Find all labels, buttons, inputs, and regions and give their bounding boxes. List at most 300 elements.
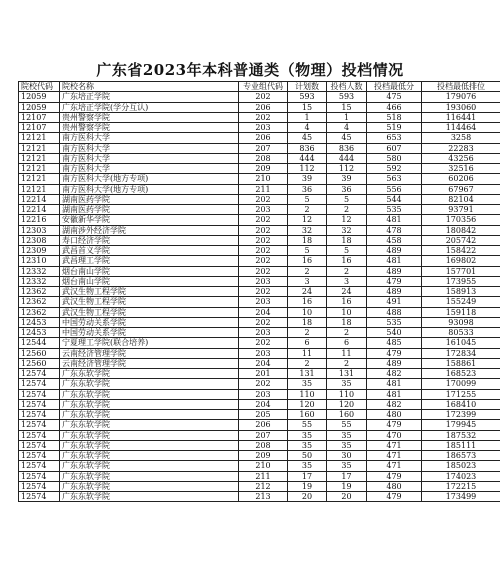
table-row [19, 102, 500, 112]
cell-admitted-count: 1 [327, 112, 367, 122]
header-group-code: 专业组代码 [239, 82, 288, 92]
cell-plan-count: 11 [288, 348, 327, 358]
cell-admitted-count: 4 [327, 123, 367, 133]
table-row [19, 235, 500, 245]
table-row [19, 338, 500, 348]
cell-school-name: 武昌理工学院 [60, 256, 239, 266]
cell-school-code: 12574 [19, 420, 60, 430]
page-title: 广东省2023年本科普通类（物理）投档情况 [96, 61, 404, 79]
cell-min-rank: 158422 [422, 246, 500, 256]
cell-min-score: 481 [367, 389, 422, 399]
cell-school-name: 南方医科大学 [60, 164, 239, 174]
cell-min-rank: 157701 [422, 266, 500, 276]
cell-min-score: 563 [367, 174, 422, 184]
cell-school-code: 12214 [19, 194, 60, 204]
cell-min-score: 458 [367, 235, 422, 245]
cell-min-score: 489 [367, 266, 422, 276]
cell-min-rank: 60206 [422, 174, 500, 184]
table-row [19, 297, 500, 307]
table-row [19, 215, 500, 225]
cell-school-code: 12560 [19, 348, 60, 358]
table-row [19, 451, 500, 461]
cell-group-code: 202 [239, 379, 288, 389]
cell-group-code: 205 [239, 410, 288, 420]
table-row [19, 379, 500, 389]
cell-admitted-count: 593 [327, 92, 367, 102]
cell-admitted-count: 35 [327, 440, 367, 450]
cell-school-code: 12560 [19, 358, 60, 368]
cell-school-code: 12544 [19, 338, 60, 348]
table-row [19, 328, 500, 338]
cell-min-rank: 174023 [422, 471, 500, 481]
cell-min-score: 471 [367, 440, 422, 450]
cell-min-score: 480 [367, 481, 422, 491]
cell-school-name: 广东培正学院(学分互认) [60, 102, 239, 112]
cell-group-code: 202 [239, 215, 288, 225]
cell-school-name: 武汉生物工程学院 [60, 297, 239, 307]
cell-admitted-count: 12 [327, 215, 367, 225]
cell-group-code: 212 [239, 481, 288, 491]
cell-min-rank: 193060 [422, 102, 500, 112]
cell-admitted-count: 110 [327, 389, 367, 399]
cell-plan-count: 39 [288, 174, 327, 184]
cell-school-code: 12574 [19, 451, 60, 461]
table-row [19, 246, 500, 256]
cell-school-code: 12332 [19, 276, 60, 286]
cell-school-code: 12574 [19, 492, 60, 502]
cell-school-code: 12574 [19, 430, 60, 440]
cell-min-score: 519 [367, 123, 422, 133]
cell-school-code: 12574 [19, 471, 60, 481]
cell-school-name: 广东东软学院 [60, 410, 239, 420]
cell-group-code: 207 [239, 143, 288, 153]
cell-school-name: 武汉生物工程学院 [60, 287, 239, 297]
cell-min-rank: 82104 [422, 194, 500, 204]
table-row [19, 369, 500, 379]
table-row [19, 184, 500, 194]
cell-min-score: 481 [367, 379, 422, 389]
cell-admitted-count: 2 [327, 205, 367, 215]
cell-group-code: 202 [239, 266, 288, 276]
cell-school-code: 12574 [19, 440, 60, 450]
cell-group-code: 210 [239, 461, 288, 471]
cell-min-rank: 179076 [422, 92, 500, 102]
cell-plan-count: 3 [288, 276, 327, 286]
cell-min-rank: 158861 [422, 358, 500, 368]
cell-group-code: 203 [239, 389, 288, 399]
cell-school-name: 广东东软学院 [60, 369, 239, 379]
table-row [19, 420, 500, 430]
cell-admitted-count: 2 [327, 358, 367, 368]
cell-school-code: 12121 [19, 153, 60, 163]
cell-admitted-count: 131 [327, 369, 367, 379]
cell-group-code: 211 [239, 184, 288, 194]
cell-school-name: 烟台南山学院 [60, 276, 239, 286]
cell-school-code: 12453 [19, 317, 60, 327]
cell-group-code: 202 [239, 338, 288, 348]
cell-school-name: 南方医科大学 [60, 133, 239, 143]
cell-min-score: 491 [367, 297, 422, 307]
header-admitted-count: 投档人数 [327, 82, 367, 92]
cell-school-code: 12121 [19, 184, 60, 194]
cell-school-name: 湖南医药学院 [60, 194, 239, 204]
cell-min-score: 481 [367, 256, 422, 266]
cell-school-code: 12574 [19, 389, 60, 399]
cell-school-code: 12059 [19, 92, 60, 102]
cell-plan-count: 32 [288, 225, 327, 235]
cell-plan-count: 35 [288, 440, 327, 450]
cell-plan-count: 50 [288, 451, 327, 461]
table-row [19, 317, 500, 327]
cell-plan-count: 10 [288, 307, 327, 317]
table-body [19, 92, 500, 502]
cell-min-score: 480 [367, 410, 422, 420]
cell-min-score: 592 [367, 164, 422, 174]
cell-admitted-count: 36 [327, 184, 367, 194]
cell-group-code: 207 [239, 430, 288, 440]
cell-plan-count: 18 [288, 317, 327, 327]
cell-plan-count: 24 [288, 287, 327, 297]
cell-admitted-count: 19 [327, 481, 367, 491]
cell-plan-count: 16 [288, 256, 327, 266]
cell-group-code: 209 [239, 451, 288, 461]
admission-table [18, 81, 500, 502]
cell-admitted-count: 39 [327, 174, 367, 184]
header-school-name: 院校名称 [60, 82, 239, 92]
cell-plan-count: 131 [288, 369, 327, 379]
cell-school-name: 广东东软学院 [60, 440, 239, 450]
header-min-rank: 投档最低排位 [422, 82, 500, 92]
cell-school-name: 南方医科大学(地方专项) [60, 184, 239, 194]
cell-group-code: 208 [239, 153, 288, 163]
cell-school-code: 12059 [19, 102, 60, 112]
table-row [19, 92, 500, 102]
cell-min-rank: 185023 [422, 461, 500, 471]
cell-school-code: 12309 [19, 246, 60, 256]
cell-admitted-count: 15 [327, 102, 367, 112]
cell-admitted-count: 10 [327, 307, 367, 317]
cell-plan-count: 6 [288, 338, 327, 348]
cell-admitted-count: 2 [327, 266, 367, 276]
cell-plan-count: 45 [288, 133, 327, 143]
table-row [19, 276, 500, 286]
cell-admitted-count: 6 [327, 338, 367, 348]
cell-admitted-count: 16 [327, 256, 367, 266]
cell-group-code: 203 [239, 276, 288, 286]
cell-plan-count: 2 [288, 205, 327, 215]
table-row [19, 358, 500, 368]
cell-min-rank: 67967 [422, 184, 500, 194]
cell-min-rank: 114464 [422, 123, 500, 133]
cell-min-rank: 43256 [422, 153, 500, 163]
cell-min-rank: 168523 [422, 369, 500, 379]
cell-admitted-count: 11 [327, 348, 367, 358]
cell-min-rank: 171255 [422, 389, 500, 399]
cell-school-name: 贵州警察学院 [60, 112, 239, 122]
cell-min-score: 479 [367, 276, 422, 286]
cell-min-rank: 3258 [422, 133, 500, 143]
cell-school-code: 12216 [19, 215, 60, 225]
cell-group-code: 202 [239, 225, 288, 235]
header-plan-count: 计划数 [288, 82, 327, 92]
cell-school-code: 12574 [19, 399, 60, 409]
cell-min-score: 470 [367, 430, 422, 440]
table-row [19, 348, 500, 358]
cell-min-rank: 172399 [422, 410, 500, 420]
cell-min-rank: 172834 [422, 348, 500, 358]
cell-min-score: 653 [367, 133, 422, 143]
cell-plan-count: 1 [288, 112, 327, 122]
cell-plan-count: 12 [288, 215, 327, 225]
cell-min-rank: 173955 [422, 276, 500, 286]
cell-school-code: 12574 [19, 379, 60, 389]
cell-min-rank: 159118 [422, 307, 500, 317]
cell-group-code: 206 [239, 102, 288, 112]
cell-plan-count: 19 [288, 481, 327, 491]
table-row [19, 143, 500, 153]
table-row [19, 307, 500, 317]
cell-min-score: 518 [367, 112, 422, 122]
cell-plan-count: 110 [288, 389, 327, 399]
cell-school-code: 12107 [19, 112, 60, 122]
cell-min-rank: 180842 [422, 225, 500, 235]
cell-school-name: 中国劳动关系学院 [60, 328, 239, 338]
cell-min-rank: 170099 [422, 379, 500, 389]
cell-group-code: 202 [239, 246, 288, 256]
cell-min-score: 556 [367, 184, 422, 194]
cell-school-name: 中国劳动关系学院 [60, 317, 239, 327]
cell-plan-count: 16 [288, 297, 327, 307]
cell-min-rank: 179945 [422, 420, 500, 430]
cell-admitted-count: 24 [327, 287, 367, 297]
cell-min-score: 489 [367, 287, 422, 297]
cell-min-rank: 93791 [422, 205, 500, 215]
table-row [19, 287, 500, 297]
cell-plan-count: 35 [288, 430, 327, 440]
cell-min-rank: 170356 [422, 215, 500, 225]
cell-min-rank: 32516 [422, 164, 500, 174]
cell-min-score: 479 [367, 492, 422, 502]
cell-min-rank: 205742 [422, 235, 500, 245]
cell-min-rank: 168410 [422, 399, 500, 409]
cell-school-name: 南方医科大学 [60, 153, 239, 163]
cell-school-code: 12107 [19, 123, 60, 133]
table-row [19, 399, 500, 409]
cell-admitted-count: 5 [327, 246, 367, 256]
table-row [19, 430, 500, 440]
cell-plan-count: 35 [288, 379, 327, 389]
cell-admitted-count: 120 [327, 399, 367, 409]
table-row [19, 410, 500, 420]
table-row [19, 471, 500, 481]
cell-school-name: 南方医科大学 [60, 143, 239, 153]
cell-plan-count: 4 [288, 123, 327, 133]
cell-school-code: 12303 [19, 225, 60, 235]
cell-min-score: 471 [367, 451, 422, 461]
cell-min-rank: 185111 [422, 440, 500, 450]
cell-min-score: 580 [367, 153, 422, 163]
cell-group-code: 210 [239, 174, 288, 184]
table-row [19, 194, 500, 204]
cell-min-score: 466 [367, 102, 422, 112]
table-row [19, 256, 500, 266]
cell-school-name: 广东东软学院 [60, 461, 239, 471]
cell-min-score: 475 [367, 92, 422, 102]
cell-min-rank: 22283 [422, 143, 500, 153]
cell-min-score: 482 [367, 399, 422, 409]
cell-school-code: 12310 [19, 256, 60, 266]
cell-plan-count: 35 [288, 461, 327, 471]
cell-plan-count: 55 [288, 420, 327, 430]
cell-group-code: 202 [239, 235, 288, 245]
cell-min-score: 471 [367, 461, 422, 471]
cell-group-code: 204 [239, 358, 288, 368]
cell-school-code: 12453 [19, 328, 60, 338]
cell-school-name: 广东东软学院 [60, 399, 239, 409]
cell-admitted-count: 45 [327, 133, 367, 143]
cell-group-code: 209 [239, 164, 288, 174]
cell-admitted-count: 18 [327, 235, 367, 245]
cell-school-name: 广东东软学院 [60, 481, 239, 491]
cell-min-rank: 172215 [422, 481, 500, 491]
cell-plan-count: 593 [288, 92, 327, 102]
cell-min-rank: 169802 [422, 256, 500, 266]
cell-group-code: 208 [239, 440, 288, 450]
cell-school-code: 12308 [19, 235, 60, 245]
header-min-score: 投档最低分 [367, 82, 422, 92]
cell-admitted-count: 35 [327, 430, 367, 440]
cell-school-name: 南方医科大学(地方专项) [60, 174, 239, 184]
cell-admitted-count: 112 [327, 164, 367, 174]
cell-min-rank: 80533 [422, 328, 500, 338]
cell-school-name: 广东东软学院 [60, 420, 239, 430]
cell-min-score: 481 [367, 215, 422, 225]
cell-school-name: 广东东软学院 [60, 451, 239, 461]
cell-plan-count: 15 [288, 102, 327, 112]
cell-school-name: 广东东软学院 [60, 471, 239, 481]
cell-school-code: 12121 [19, 133, 60, 143]
table-row [19, 492, 500, 502]
cell-admitted-count: 444 [327, 153, 367, 163]
cell-plan-count: 5 [288, 246, 327, 256]
header-school-code: 院校代码 [19, 82, 60, 92]
cell-min-score: 478 [367, 225, 422, 235]
cell-min-rank: 116441 [422, 112, 500, 122]
cell-group-code: 203 [239, 348, 288, 358]
cell-admitted-count: 20 [327, 492, 367, 502]
cell-plan-count: 20 [288, 492, 327, 502]
table-row [19, 266, 500, 276]
cell-school-name: 烟台南山学院 [60, 266, 239, 276]
cell-school-code: 12574 [19, 481, 60, 491]
cell-school-code: 12574 [19, 369, 60, 379]
cell-school-name: 广东东软学院 [60, 379, 239, 389]
table-row [19, 205, 500, 215]
cell-min-rank: 173499 [422, 492, 500, 502]
cell-admitted-count: 16 [327, 297, 367, 307]
cell-school-name: 宁夏理工学院(联合培养) [60, 338, 239, 348]
cell-school-code: 12362 [19, 287, 60, 297]
cell-plan-count: 36 [288, 184, 327, 194]
cell-school-name: 武昌首义学院 [60, 246, 239, 256]
table-row [19, 123, 500, 133]
cell-school-code: 12214 [19, 205, 60, 215]
cell-plan-count: 836 [288, 143, 327, 153]
cell-school-code: 12121 [19, 164, 60, 174]
cell-admitted-count: 55 [327, 420, 367, 430]
cell-school-code: 12362 [19, 307, 60, 317]
cell-admitted-count: 836 [327, 143, 367, 153]
cell-group-code: 202 [239, 112, 288, 122]
cell-group-code: 204 [239, 399, 288, 409]
cell-group-code: 202 [239, 256, 288, 266]
cell-plan-count: 18 [288, 235, 327, 245]
cell-group-code: 202 [239, 287, 288, 297]
cell-plan-count: 2 [288, 358, 327, 368]
table-row [19, 481, 500, 491]
cell-min-score: 540 [367, 328, 422, 338]
cell-admitted-count: 2 [327, 328, 367, 338]
cell-school-name: 广东东软学院 [60, 389, 239, 399]
cell-plan-count: 160 [288, 410, 327, 420]
cell-min-rank: 158913 [422, 287, 500, 297]
cell-min-score: 485 [367, 338, 422, 348]
cell-min-score: 544 [367, 194, 422, 204]
cell-min-score: 488 [367, 307, 422, 317]
cell-min-score: 489 [367, 358, 422, 368]
cell-min-score: 482 [367, 369, 422, 379]
cell-school-name: 云南经济管理学院 [60, 358, 239, 368]
cell-school-name: 广东培正学院 [60, 92, 239, 102]
table-row [19, 133, 500, 143]
cell-school-name: 广东东软学院 [60, 430, 239, 440]
cell-group-code: 204 [239, 307, 288, 317]
cell-school-code: 12121 [19, 143, 60, 153]
table-header-row [19, 82, 500, 92]
cell-group-code: 202 [239, 194, 288, 204]
cell-admitted-count: 32 [327, 225, 367, 235]
cell-admitted-count: 18 [327, 317, 367, 327]
cell-min-score: 489 [367, 246, 422, 256]
cell-min-score: 607 [367, 143, 422, 153]
cell-school-code: 12121 [19, 174, 60, 184]
table-row [19, 440, 500, 450]
cell-min-rank: 187532 [422, 430, 500, 440]
cell-group-code: 211 [239, 471, 288, 481]
cell-admitted-count: 35 [327, 379, 367, 389]
cell-plan-count: 5 [288, 194, 327, 204]
cell-min-score: 479 [367, 348, 422, 358]
cell-admitted-count: 160 [327, 410, 367, 420]
table-row [19, 389, 500, 399]
cell-plan-count: 2 [288, 266, 327, 276]
cell-group-code: 203 [239, 123, 288, 133]
cell-admitted-count: 3 [327, 276, 367, 286]
cell-group-code: 203 [239, 328, 288, 338]
cell-school-name: 安徽新华学院 [60, 215, 239, 225]
cell-min-score: 535 [367, 205, 422, 215]
cell-min-score: 535 [367, 317, 422, 327]
cell-admitted-count: 17 [327, 471, 367, 481]
table-row [19, 112, 500, 122]
cell-admitted-count: 5 [327, 194, 367, 204]
cell-group-code: 206 [239, 420, 288, 430]
cell-school-code: 12332 [19, 266, 60, 276]
table-row [19, 461, 500, 471]
cell-group-code: 206 [239, 133, 288, 143]
table-row [19, 153, 500, 163]
table-row [19, 164, 500, 174]
